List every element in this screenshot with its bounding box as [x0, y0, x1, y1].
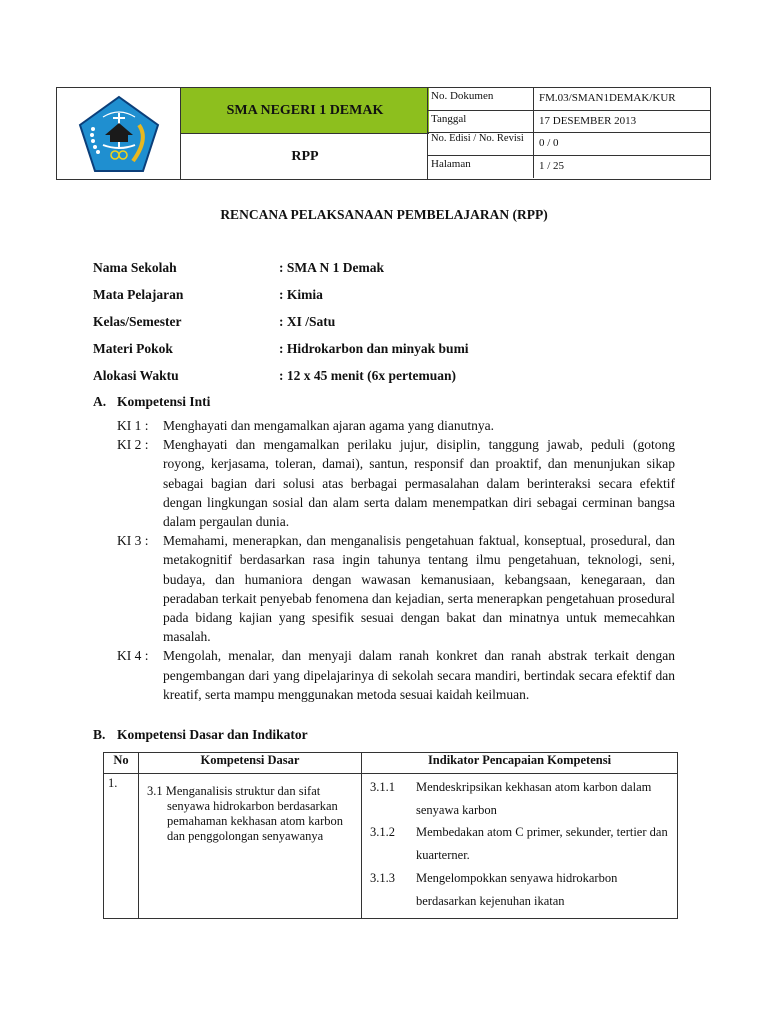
ki-item — [117, 531, 675, 646]
section-title: Kompetensi Inti — [117, 394, 211, 409]
meta-value: FM.03/SMAN1DEMAK/KUR — [539, 92, 676, 104]
kd-text: 3.1 Menganalisis struktur dan sifat senyawa hidrokarbon berdasarkan pemahaman kekhasan atom karbon dan penggolongan senyawanya — [147, 784, 343, 843]
ki-text: Memahami, menerapkan, dan menganalisis pengetahuan faktual, konseptual, prosedural, dan metakognitif berdasarkan rasa ingin tahunya tentang ilmu pengetahuan, teknologi, seni, budaya, dan humaniora dengan wawasan kemanusiaan, kebangsaan, kenegaraan, dan peradaban terkait penyebab fenomena dan kejadian, serta menerapkan pengetahuan prosedural pada bidang kajian yang spesifik sesuai dengan bakat dan minatnya untuk memecahkan masalah. — [163, 533, 675, 645]
indicator-item — [370, 821, 673, 866]
indicator-text: Mendeskripsikan kekhasan atom karbon dalam senyawa karbon — [416, 780, 652, 817]
meta-label: No. Dokumen — [428, 88, 534, 110]
meta-row-page — [428, 156, 710, 179]
column-header-kd: Kompetensi Dasar — [139, 753, 362, 774]
info-label: Kelas/Semester — [93, 314, 182, 329]
meta-row-edition — [428, 133, 710, 156]
kd-cell — [139, 774, 362, 919]
row-number: 1. — [104, 774, 139, 919]
indicator-text: Mengelompokkan senyawa hidrokarbon berdasarkan kejenuhan ikatan — [416, 870, 618, 908]
indicator-item — [370, 776, 673, 821]
document-header-table — [56, 87, 711, 180]
identity-info — [93, 260, 469, 395]
kompetensi-inti-list — [117, 416, 675, 704]
column-header-no: No — [104, 753, 139, 774]
meta-value: 0 / 0 — [539, 137, 559, 149]
info-value: : 12 x 45 menit (6x pertemuan) — [279, 368, 456, 383]
indicator-text: Membedakan atom C primer, sekunder, tertier dan kuarterner. — [416, 825, 668, 863]
info-row-topic — [93, 341, 469, 368]
meta-value: 17 DESEMBER 2013 — [539, 114, 637, 127]
ki-text: Menghayati dan mengamalkan perilaku jujur, disiplin, tanggung jawab, peduli (gotong royong, kerjasama, toleran, damai), santun, responsif dan proaktif, dan menunjukan sikap sebagai bagian dari solusi atas berbagai permasalahan dalam berinteraksi secara efektif dengan lingkungan sosial dan alam serta dalam menempatkan diri sebagai cerminan bangsa dalam pergaulan dunia. — [163, 437, 675, 530]
meta-label: No. Edisi / No. Revisi — [428, 133, 534, 155]
indicator-cell — [362, 774, 678, 919]
info-row-time — [93, 368, 469, 395]
ki-code: KI 2 : — [117, 437, 149, 453]
indicator-number: 3.1.2 — [370, 825, 395, 840]
doc-type-cell: RPP — [291, 148, 319, 164]
logo-cell — [57, 88, 181, 179]
section-letter: B. — [93, 727, 106, 742]
ki-item — [117, 435, 675, 531]
section-title: Kompetensi Dasar dan Indikator — [117, 727, 308, 742]
info-value: : XI /Satu — [279, 314, 336, 329]
ki-text: Mengolah, menalar, dan menyaji dalam ranah konkret dan ranah abstrak terkait dengan pengembangan dari yang dipelajarinya di sekolah secara mandiri, bertindak secara efektif dan kreatif, serta mampu menggunakan metoda sesuai kaidah keilmuan. — [163, 648, 675, 702]
section-b-heading — [93, 727, 308, 743]
info-row-school — [93, 260, 469, 287]
document-meta — [427, 88, 710, 179]
ki-code: KI 4 : — [117, 648, 149, 664]
meta-label: Halaman — [428, 156, 534, 179]
table-row — [104, 774, 678, 919]
meta-row-doc-number — [428, 88, 710, 111]
info-value: : Hidrokarbon dan minyak bumi — [279, 341, 469, 356]
ki-item — [117, 646, 675, 704]
ki-code: KI 3 : — [117, 533, 149, 549]
section-letter: A. — [93, 394, 107, 409]
column-header-indicator: Indikator Pencapaian Kompetensi — [362, 753, 678, 774]
info-label: Materi Pokok — [93, 341, 173, 356]
table-header-row — [104, 753, 678, 774]
info-label: Nama Sekolah — [93, 260, 177, 275]
info-value: : Kimia — [279, 287, 323, 302]
school-logo-icon — [77, 95, 161, 173]
indicator-item — [370, 867, 673, 912]
ki-text: Menghayati dan mengamalkan ajaran agama yang dianutnya. — [163, 418, 494, 433]
indicator-number: 3.1.1 — [370, 780, 395, 794]
meta-label: Tanggal — [428, 111, 534, 133]
meta-row-date — [428, 111, 710, 134]
info-label: Mata Pelajaran — [93, 287, 184, 302]
meta-value: 1 / 25 — [539, 159, 565, 172]
info-row-class — [93, 314, 469, 341]
section-a-heading — [93, 394, 210, 410]
indicator-number: 3.1.3 — [370, 870, 395, 885]
kompetensi-dasar-table — [103, 752, 678, 919]
ki-code: KI 1 : — [117, 418, 149, 433]
document-title: RENCANA PELAKSANAAN PEMBELAJARAN (RPP) — [220, 207, 548, 222]
school-name-cell: SMA NEGERI 1 DEMAK — [181, 88, 429, 134]
info-value: : SMA N 1 Demak — [279, 260, 384, 275]
ki-item — [117, 416, 675, 435]
info-label: Alokasi Waktu — [93, 368, 179, 383]
info-row-subject — [93, 287, 469, 314]
